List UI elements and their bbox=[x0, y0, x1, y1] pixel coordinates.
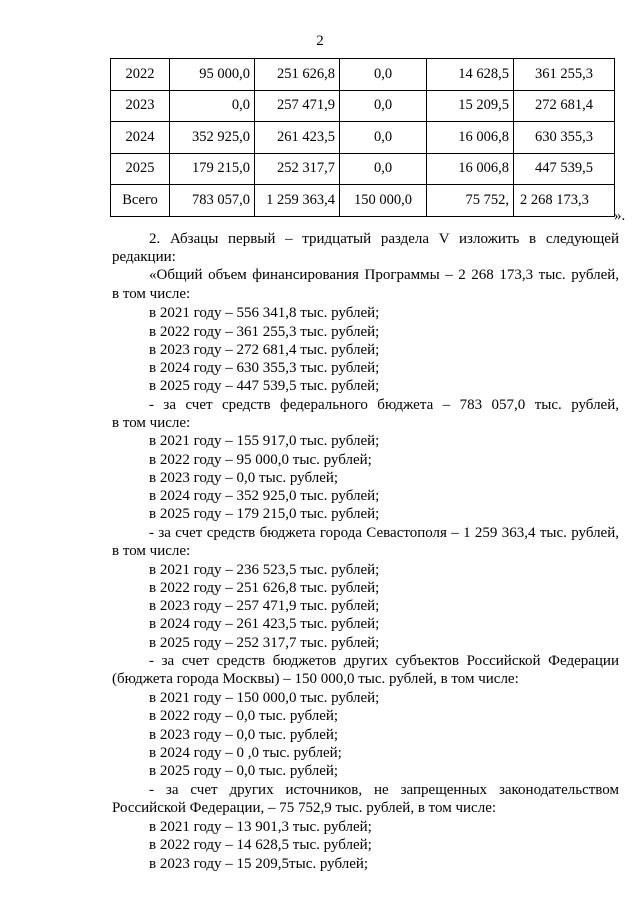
table-cell: 251 626,8 bbox=[255, 59, 340, 91]
table-cell: 630 355,3 bbox=[514, 122, 615, 154]
paragraph-line: в том числе: bbox=[112, 286, 191, 302]
table-cell: 2 268 173,3 bbox=[514, 185, 615, 217]
table-row bbox=[111, 122, 615, 154]
table-cell: 361 255,3 bbox=[514, 59, 615, 91]
paragraph-line: в том числе: bbox=[112, 415, 191, 431]
table-cell: 15 209,5 bbox=[427, 90, 514, 122]
table-cell: 2023 bbox=[111, 90, 170, 122]
table-cell: Всего bbox=[111, 185, 170, 217]
paragraph-line: - за счет средств бюджетов других субъектов Российской Федерации bbox=[149, 653, 619, 669]
paragraph-line: - за счет средств федерального бюджета – 783 057,0 тыс. рублей, bbox=[149, 397, 619, 413]
table-cell: 0,0 bbox=[170, 90, 255, 122]
table-cell: 0,0 bbox=[340, 59, 427, 91]
paragraph-line: в 2025 году – 0,0 тыс. рублей; bbox=[149, 763, 339, 779]
paragraph-line: в 2021 году – 556 341,8 тыс. рублей; bbox=[149, 305, 380, 321]
table-cell: 0,0 bbox=[340, 153, 427, 185]
paragraph-line: в 2021 году – 236 523,5 тыс. рублей; bbox=[149, 562, 380, 578]
table-cell: 272 681,4 bbox=[514, 90, 615, 122]
paragraph-line: в 2023 году – 0,0 тыс. рублей; bbox=[149, 470, 339, 486]
paragraph-line: в 2022 году – 95 000,0 тыс. рублей; bbox=[149, 452, 372, 468]
table-cell: 252 317,7 bbox=[255, 153, 340, 185]
table-cell: 1 259 363,4 bbox=[255, 185, 340, 217]
paragraph-line: (бюджета города Москвы) – 150 000,0 тыс. рублей, в том числе: bbox=[112, 671, 519, 687]
paragraph-line: - за счет других источников, не запрещенных законодательством bbox=[149, 782, 619, 798]
paragraph-line: в 2023 году – 257 471,9 тыс. рублей; bbox=[149, 598, 380, 614]
table-cell: 2024 bbox=[111, 122, 170, 154]
paragraph-line: в 2025 году – 179 215,0 тыс. рублей; bbox=[149, 506, 380, 522]
table-cell: 352 925,0 bbox=[170, 122, 255, 154]
paragraph-line: в 2022 году – 251 626,8 тыс. рублей; bbox=[149, 580, 380, 596]
financing-table bbox=[110, 58, 615, 217]
paragraph-line: в 2022 году – 0,0 тыс. рублей; bbox=[149, 708, 339, 724]
table-row bbox=[111, 90, 615, 122]
table-cell: 257 471,9 bbox=[255, 90, 340, 122]
table-cell: 150 000,0 bbox=[340, 185, 427, 217]
paragraph-line: Российской Федерации, – 75 752,9 тыс. рублей, в том числе: bbox=[112, 800, 497, 816]
paragraph-line: в 2025 году – 447 539,5 тыс. рублей; bbox=[149, 378, 380, 394]
closing-quote: ». bbox=[614, 208, 626, 224]
paragraph-line: в 2021 году – 13 901,3 тыс. рублей; bbox=[149, 819, 372, 835]
paragraph-line: в 2023 году – 0,0 тыс. рублей; bbox=[149, 727, 339, 743]
paragraph-line: в 2024 году – 630 355,3 тыс. рублей; bbox=[149, 360, 380, 376]
paragraph-line: в 2024 году – 261 423,5 тыс. рублей; bbox=[149, 616, 380, 632]
table-cell: 16 006,8 bbox=[427, 153, 514, 185]
table-cell: 179 215,0 bbox=[170, 153, 255, 185]
paragraph-line: в 2023 году – 15 209,5тыс. рублей; bbox=[149, 856, 369, 872]
table-cell: 2022 bbox=[111, 59, 170, 91]
paragraph-line: «Общий объем финансирования Программы – 2 268 173,3 тыс. рублей, bbox=[149, 267, 619, 283]
paragraph-line: редакции: bbox=[112, 249, 176, 265]
paragraph-line: в том числе: bbox=[112, 543, 191, 559]
table-row bbox=[111, 153, 615, 185]
paragraph-line: - за счет средств бюджета города Севастополя – 1 259 363,4 тыс. рублей, bbox=[149, 525, 619, 541]
paragraph-line: в 2022 году – 14 628,5 тыс. рублей; bbox=[149, 837, 372, 853]
paragraph-line: в 2021 году – 150 000,0 тыс. рублей; bbox=[149, 690, 380, 706]
paragraph-line: в 2023 году – 272 681,4 тыс. рублей; bbox=[149, 342, 380, 358]
table-row bbox=[111, 59, 615, 91]
table-cell: 75 752, bbox=[427, 185, 514, 217]
table-cell: 95 000,0 bbox=[170, 59, 255, 91]
table-cell: 14 628,5 bbox=[427, 59, 514, 91]
paragraph-line: в 2025 году – 252 317,7 тыс. рублей; bbox=[149, 635, 380, 651]
page-number: 2 bbox=[316, 33, 324, 49]
table-cell: 447 539,5 bbox=[514, 153, 615, 185]
table-cell: 261 423,5 bbox=[255, 122, 340, 154]
table-cell: 2025 bbox=[111, 153, 170, 185]
paragraph-line: 2. Абзацы первый – тридцатый раздела V изложить в следующей bbox=[149, 231, 619, 247]
paragraph-line: в 2024 году – 352 925,0 тыс. рублей; bbox=[149, 488, 380, 504]
paragraph-line: в 2024 году – 0 ,0 тыс. рублей; bbox=[149, 745, 342, 761]
table-row-total bbox=[111, 185, 615, 217]
table-cell: 783 057,0 bbox=[170, 185, 255, 217]
paragraph-line: в 2022 году – 361 255,3 тыс. рублей; bbox=[149, 324, 380, 340]
paragraph-line: в 2021 году – 155 917,0 тыс. рублей; bbox=[149, 433, 380, 449]
table-cell: 0,0 bbox=[340, 122, 427, 154]
table-cell: 0,0 bbox=[340, 90, 427, 122]
table-cell: 16 006,8 bbox=[427, 122, 514, 154]
